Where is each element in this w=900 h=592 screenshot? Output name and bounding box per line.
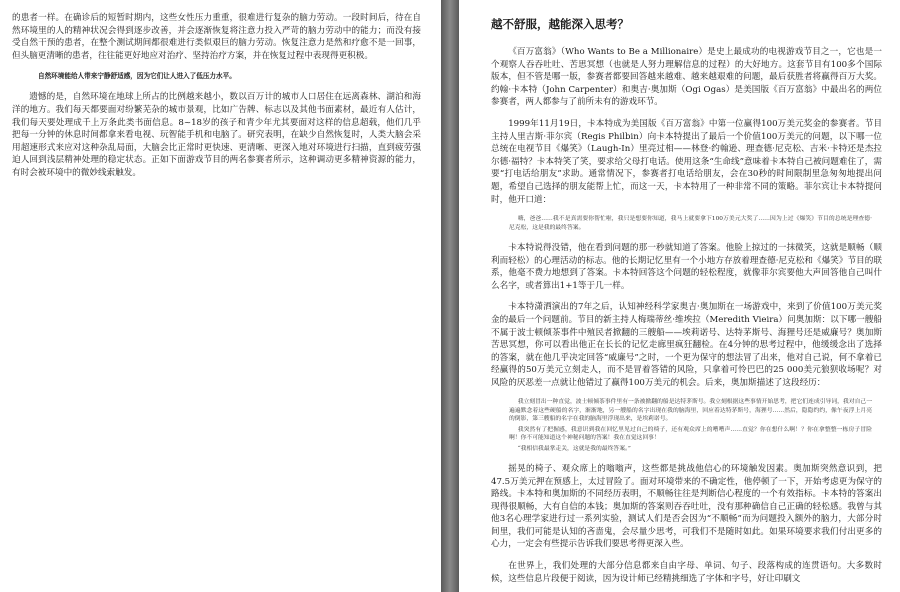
right-paragraph-3: 卡本特说得没错，他在看到问题的那一秒就知道了答案。他脸上掠过的一抹微笑，这就是顺畅（顺利而轻松）的心理活动的标志。他的长期记忆里有一个小地方存放着理查德·尼克松和《爆笑》节目的联系，他毫不费力地想到了答案。卡本特回答这个问题的轻松程度，就像菲尔宾要他大声回答他自己叫什么名字，或者算出1+1等于几一样。 bbox=[491, 242, 882, 291]
left-page bbox=[0, 0, 441, 592]
block-quote-text-b: 我突然有了把握感，我意识到我在回忆里见过自己的椅子，还有观众席上的嘈嘈声……直觉？你在想什么啊！？你在拿整整一栋房子冒险啊！你不可能知道这个神秘问题的答案！我在直觉这回事！ bbox=[509, 426, 872, 442]
right-paragraph-5: 摇晃的椅子、观众席上的嗡嗡声，这些都是挑战他信心的环境触发因素。奥加斯突然意识到，把47.5万美元押在预感上，太过冒险了。面对环境带来的不确定性，他停顿了一下，开始考虑更为保守的路线。卡本特和奥加斯的不同经历表明，不顺畅往往是判断信心程度的一个有效指标。卡本特的答案出现得很顺畅，大有自信的本钱；奥加斯的答案则吞吞吐吐，没有那种确信自己正确的轻松感。我曾与其他3名心理学家进行过一系列实验，测试人们是否会因为“不顺畅”而为问题投入额外的脑力，大部分时间里，我们可能是认知的吝啬鬼，会尽量少思考，可我们不是随时如此。如果环境要求我们付出更多的心力，一定会有些提示告诉我们要思考得更深入些。 bbox=[491, 463, 882, 550]
block-quote-text-c: “我相信我最掌走关，这就是我的最终答案。” bbox=[517, 445, 631, 452]
left-paragraph-2: 遗憾的是，自然环境在地球上所占的比例越来越小，数以百万计的城市人口居住在远离森林、湖泊和海洋的地方。我们每天都要面对纷繁芜杂的城市景观，比如广告牌、标志以及其他书面素材，最近有人估计，我们每天要处理成千上万条此类书面信息。8~18岁的孩子和青少年尤其要面对这样的信息超载，他们几乎把每一分钟的休息时间都拿来看电视、玩智能手机和电脑了。研究表明，在缺少自然恢复时，人类大脑会采用超速形式来应对这种杂乱局面，大脑会比正常时更快速、更清晰、更深入地对环境进行扫描，直到疲劳强迫人回到浅层精神处理的稳定状态。正如下面游戏节目的两名参赛者所示，这种调动更多精神资源的能力，有时会被环境中的微妙线索触发。 bbox=[12, 92, 421, 178]
right-paragraph-1: 《百万富翁》（Who Wants to Be a Millionaire）是史上最成功的电视游戏节目之一，它也是一个观察人吞吞吐吐、苦思冥想（也就是人努力理解信息的过程）的大好地方。这套节目有100多个国际版本，但不管是哪一版，参赛者都要回答越来越难、越来越艰难的问题，最后获胜者将赢得百万大奖。约翰·卡本特（John Carpenter）和奥吉·奥加斯（Ogi Ogas）是美国版《百万富翁》中最出名的两位参赛者，两人都参与了前所未有的游戏环节。 bbox=[491, 47, 882, 108]
left-paragraph-1: 的患者一样。在确诊后的短暂时期内，这些女性压力重重，很难进行复杂的脑力劳动。一段时间后，待在自然环境里的人的精神状况会得到逐步改善，并会逐渐恢复将注意力投入严苛的脑力劳动中的能力；而没有接受自然干预的患者，在整个测试期间都很难进行类似艰巨的脑力劳动。恢复注意力是然和疗愈不是一回事，但头脑更清晰的患者，往往能更好地应对治疗、坚持治疗方案，并在恢复过程中表现得更积极。 bbox=[12, 13, 421, 61]
block-quote-text-a: 我立刻冒出一种直觉，波士顿倾茶事件里有一条被掀翻的船是达特茅斯号。我立刻根据这些事情开始思考，把它们连成引导词，我对自己一遍遍默念着这些硬船的名字，渐渐地，另一艘船的名字出现在我的脑海里，回应着达特茅斯号，海狸号……然后，隐隐约约，像午夜浮上月亮的倒影，第三艘船的名字在我的脑海里浮现出来，是埃莉诺号。 bbox=[509, 399, 872, 423]
right-paragraph-2: 1999年11月19日，卡本特成为美国版《百万富翁》中第一位赢得100万美元奖金的参赛者。节目主持人里吉斯·菲尔宾（Regis Philbin）向卡本特提出了最后一个价值100万美元的问题，以下哪一位总统在电视节目《爆笑》（Laugh-In）里亮过相——林登·约翰逊、理查德·尼克松、吉米·卡特还是杰拉尔德·福特？卡本特笑了笑，要求给父母打电话。使用这条“生命线”意味着卡本特自己被问题难住了，需要“打电话给朋友”求助。通常情况下，参赛者打电话给朋友，会在30秒的时间限制里急匆匆地提出问题，希望自己选择的朋友能帮上忙，而这一天，卡本特用了一种非常不同的策略。菲尔宾让卡本特提问时，他开口道： bbox=[491, 118, 882, 205]
pull-quote: 自然环境能给人带来宁静舒适感，因为它们让人进入了低压力水平。 bbox=[38, 72, 236, 81]
block-quote-text: 嗨，爸爸……我不是真需要你帮忙啦，我只是想要你知道，我马上就要拿下100万美元大奖了……因为上过《爆笑》节目的总统是理查德·尼克松，这是我的最终答案。 bbox=[509, 216, 872, 231]
right-paragraph-6: 在世界上，我们处理的大部分信息都来自由字母、单词、句子、段落构成的连贯语句。大多数时候，这些信息片段便于阅读，因为设计师已经精挑细选了字体和字号，好让印刷文 bbox=[491, 561, 882, 584]
page-gutter bbox=[441, 0, 459, 592]
block-quote-1 bbox=[509, 215, 872, 232]
right-page bbox=[459, 0, 900, 592]
section-heading: 越不舒服，越能深入思考？ bbox=[491, 17, 629, 31]
right-paragraph-4: 卡本特潇洒演出的7年之后，认知神经科学家奥吉·奥加斯在一场游戏中，来到了价值100万美元奖金的最后一个问题前。节目的新主持人梅瑞蒂丝·维埃拉（Meredith Vieira）问奥加斯：以下哪一艘船不属于波士顿倾茶事件中殖民者掀翻的三艘船——埃莉诺号、达特茅斯号、海狸号还是威廉号？奥加斯苦思冥想，你可以看出他正在长长的记忆走廊里疯狂翻检。在4分钟的思考过程中，他缓缓念出了选择的答案，就在他几乎决定回答“威廉号”之时，一个更为保守的想法冒了出来，他对自己说，何不拿着已经赢得的50万美元立刻走人，而不是冒着答错的风险，只拿着可怜巴巴的25 000美元狼狈收场呢？对风险的厌恶差一点就让他错过了赢得100万美元的机会。后来，奥加斯描述了这段经历： bbox=[491, 302, 882, 388]
block-quote-2 bbox=[509, 398, 872, 452]
